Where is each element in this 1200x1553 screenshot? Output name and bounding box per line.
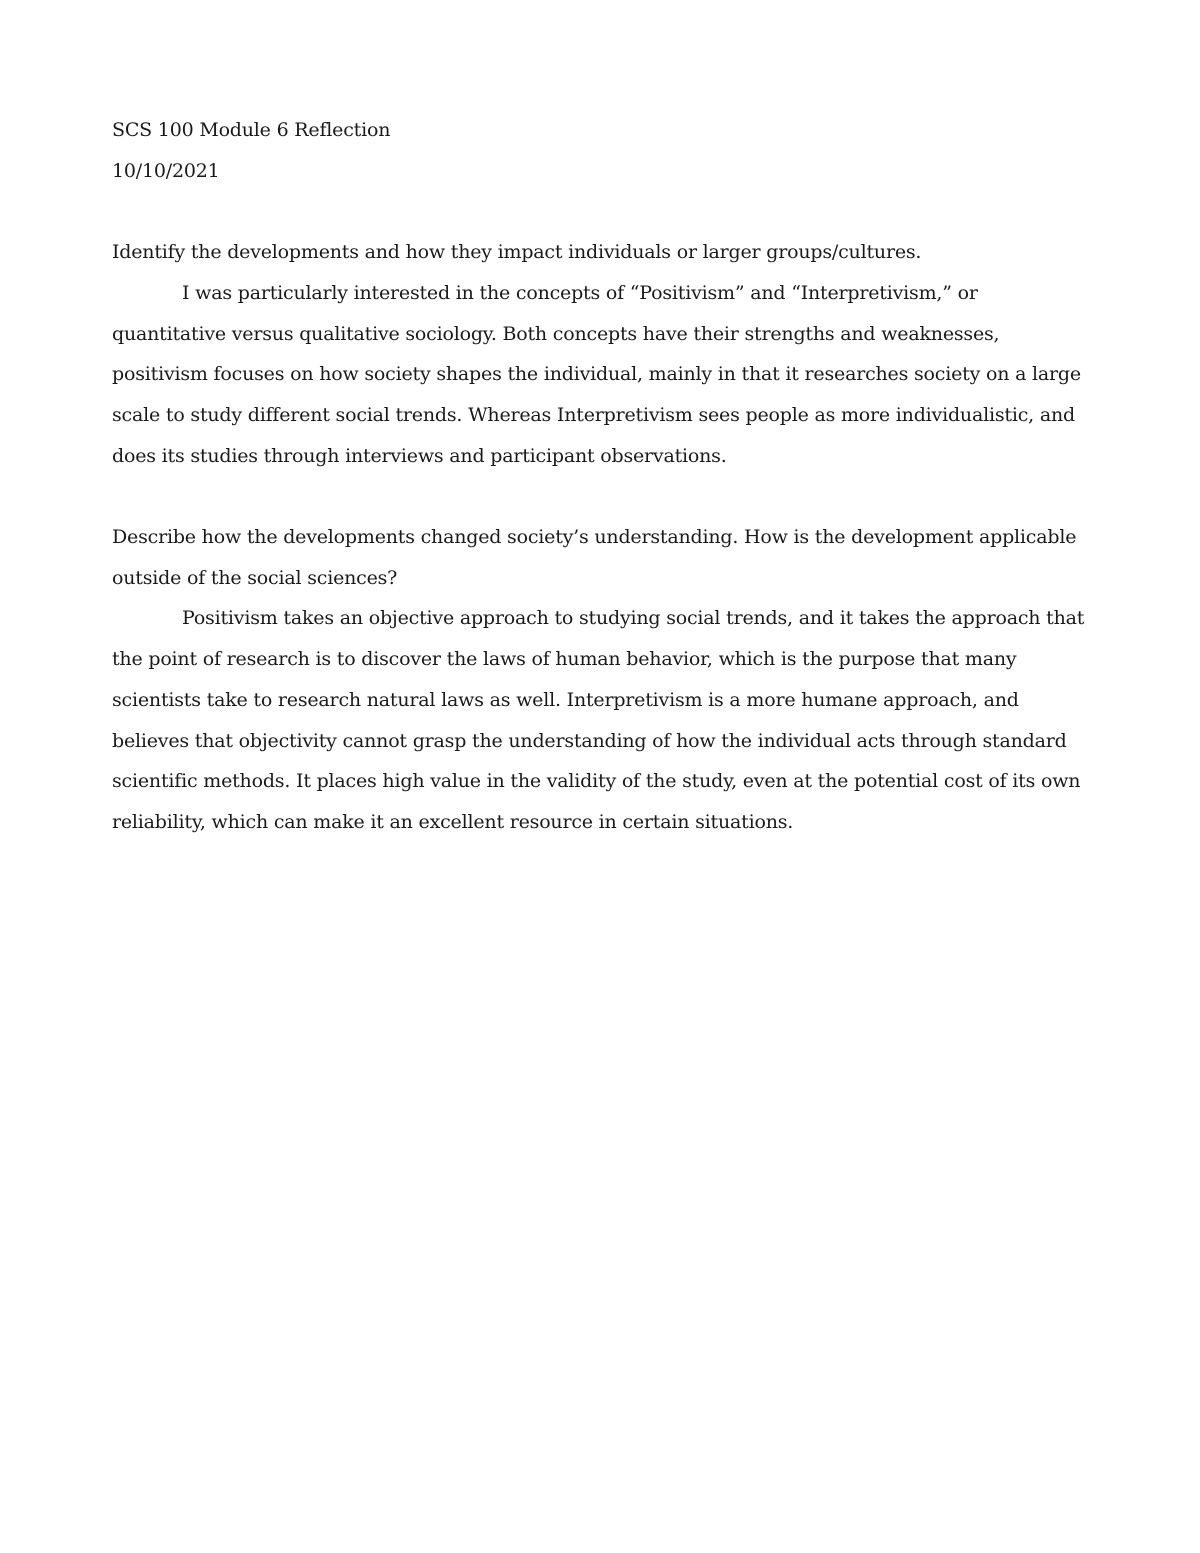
section-1-response: I was particularly interested in the concepts of “Positivism” and “Interpretivism,” or quantitative versus qualitative sociology. Both concepts have their strengths and weaknesses, positivism focuses on how society shapes the individual, mainly in that it researches society on a large scale to study different social trends. Whereas Interpretivism sees people as more individualistic, and does its studies through interviews and participant observations. [112, 281, 1081, 467]
section-1-prompt: Identify the developments and how they impact individuals or larger groups/cultures. [112, 241, 922, 264]
document-body [112, 110, 1097, 843]
document-title: SCS 100 Module 6 Reflection [112, 119, 391, 141]
spacer [112, 191, 1097, 232]
section-2-prompt: Describe how the developments changed society’s understanding. How is the development applicable outside of the social sciences? [112, 526, 1077, 589]
document-date: 10/10/2021 [112, 159, 220, 182]
section-2-response: Positivism takes an objective approach to studying social trends, and it takes the approach that the point of research is to discover the laws of human behavior, which is the purpose that many scientists take to research natural laws as well. Interpretivism is a more humane approach, and believes that objectivity cannot grasp the understanding of how the individual acts through standard scientific methods. It places high value in the validity of the study, even at the potential cost of its own reliability, which can make it an excellent resource in certain situations. [112, 607, 1085, 833]
spacer [112, 476, 1097, 517]
